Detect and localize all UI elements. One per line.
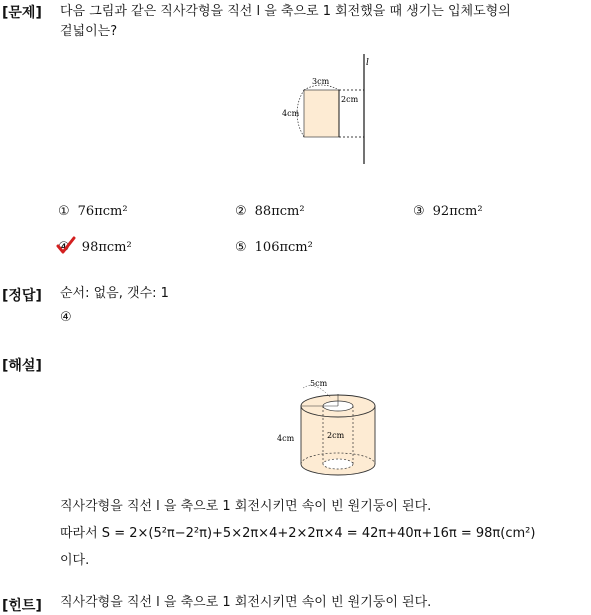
choice-3[interactable] — [413, 204, 483, 219]
gap-label: 2cm — [341, 95, 359, 104]
rectangle-figure — [280, 48, 390, 168]
choice-text: 88πcm² — [254, 204, 305, 219]
hint-text: 직사각형을 직선 l 을 축으로 1 회전시키면 속이 빈 원기둥이 된다. — [60, 595, 432, 610]
rectangle-shape — [304, 90, 339, 137]
answer-value: ④ — [60, 310, 72, 325]
width-label: 3cm — [312, 77, 330, 86]
choice-text: 92πcm² — [432, 204, 483, 219]
answer-label: [정답] — [2, 288, 42, 304]
top-label: 5cm — [310, 379, 328, 388]
choice-number: ③ — [413, 204, 425, 219]
answer-meta: 순서: 없음, 갯수: 1 — [60, 286, 169, 301]
explanation-line1: 직사각형을 직선 l 을 축으로 1 회전시키면 속이 빈 원기둥이 된다. — [60, 499, 432, 514]
hint-label: [힌트] — [2, 598, 42, 614]
choice-2[interactable] — [235, 204, 305, 219]
choice-text: 76πcm² — [77, 204, 128, 219]
choice-number: ① — [58, 204, 70, 219]
choice-1[interactable] — [58, 204, 128, 219]
choice-text: 106πcm² — [254, 240, 313, 255]
explanation-label: [해설] — [2, 358, 42, 374]
choice-number: ⑤ — [235, 240, 247, 255]
choice-number: ② — [235, 204, 247, 219]
axis-l-label: l — [366, 58, 369, 68]
side-label: 4cm — [277, 434, 295, 443]
inner-label: 2cm — [327, 431, 345, 440]
explanation-line2: 따라서 S = 2×(5²π−2²π)+5×2π×4+2×2π×4 = 42π+40π+16π = 98π(cm²) — [60, 526, 536, 541]
choice-5[interactable] — [235, 240, 313, 255]
height-label: 4cm — [282, 109, 300, 118]
cylinder-figure — [275, 372, 385, 487]
problem-text-line2: 겉넓이는? — [60, 24, 118, 39]
problem-text-line1: 다음 그림과 같은 직사각형을 직선 l 을 축으로 1 회전했을 때 생기는 입체도형의 — [60, 4, 511, 19]
choice-number: ④ — [58, 240, 74, 255]
choice-4[interactable] — [58, 240, 132, 255]
checkmark-icon — [56, 236, 76, 256]
choice-text: 98πcm² — [81, 240, 132, 255]
explanation-line3: 이다. — [60, 553, 90, 568]
problem-label: [문제] — [2, 5, 42, 21]
